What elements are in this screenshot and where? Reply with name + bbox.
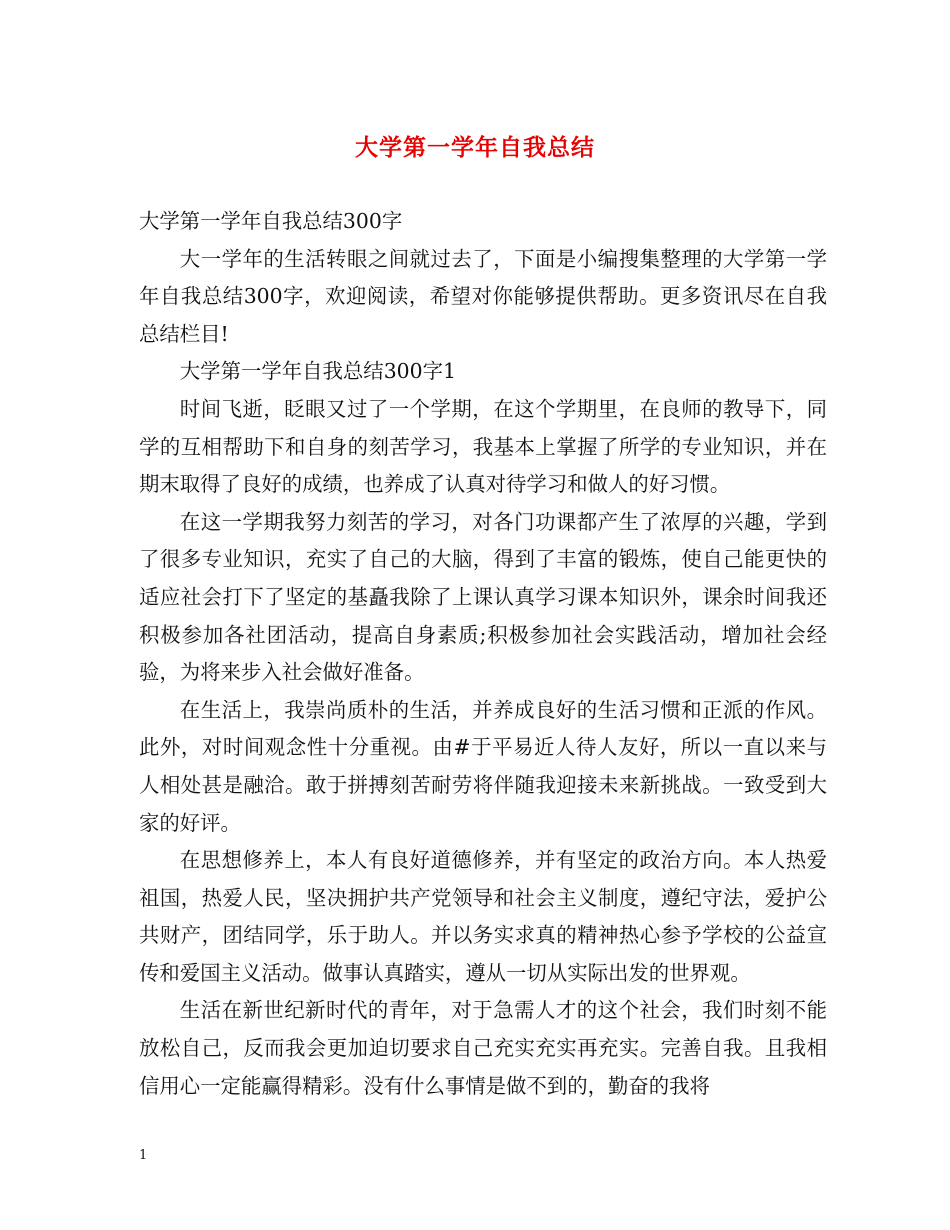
paragraph: 在这一学期我努力刻苦的学习，对各门功课都产生了浓厚的兴趣，学到了很多专业知识，充实了自己的大脑，得到了丰富的锻炼，使自己能更快的适应社会打下了坚定的基矗我除了上课认真学习课本知识外，课余时间我还积极参加各社团活动，提高自身素质;积极参加社会实践活动，增加社会经验，为将来步入社会做好准备。 xyxy=(139,509,827,685)
page-number: 1 xyxy=(139,1148,148,1163)
paragraph-subtitle: 大学第一学年自我总结300字 xyxy=(139,209,403,233)
paragraph-section-heading: 大学第一学年自我总结300字1 xyxy=(179,359,456,384)
paragraph: 时间飞逝，眨眼又过了一个学期，在这个学期里，在良师的教导下，同学的互相帮助下和自身的刻苦学习，我基本上掌握了所学的专业知识，并在期末取得了良好的成绩，也养成了认真对待学习和做人的好习惯。 xyxy=(139,396,827,497)
paragraph: 生活在新世纪新时代的青年，对于急需人才的这个社会，我们时刻不能放松自己，反而我会更加迫切要求自己充实充实再充实。完善自我。且我相信用心一定能赢得精彩。没有什么事情是做不到的，勤奋的我将 xyxy=(139,998,827,1098)
document-body xyxy=(139,203,827,1105)
paragraph-intro: 大一学年的生活转眼之间就过去了，下面是小编搜集整理的大学第一学年自我总结300字，欢迎阅读，希望对你能够提供帮助。更多资讯尽在自我总结栏目! xyxy=(139,246,827,346)
paragraph: 在思想修养上，本人有良好道德修养，并有坚定的政治方向。本人热爱祖国，热爱人民，坚决拥护共产党领导和社会主义制度，遵纪守法，爱护公共财产，团结同学，乐于助人。并以务实求真的精神热心参予学校的公益宣传和爱国主义活动。做事认真踏实，遵从一切从实际出发的世界观。 xyxy=(139,848,827,985)
document-title: 大学第一学年自我总结 xyxy=(355,135,595,161)
paragraph: 在生活上，我崇尚质朴的生活，并养成良好的生活习惯和正派的作风。此外，对时间观念性十分重视。由#于平易近人待人友好，所以一直以来与人相处甚是融洽。敢于拼搏刻苦耐劳将伴随我迎接未来新挑战。一致受到大家的好评。 xyxy=(139,697,827,835)
